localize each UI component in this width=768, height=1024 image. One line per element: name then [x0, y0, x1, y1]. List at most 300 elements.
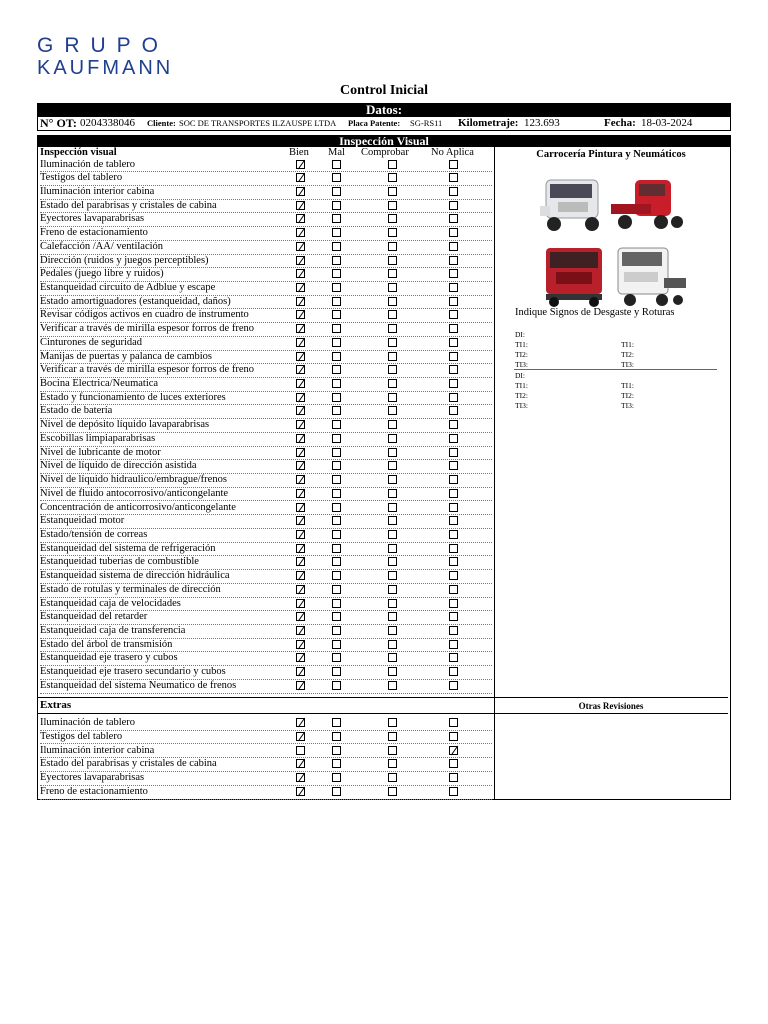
- inspection-row-label: Manijas de puertas y palanca de cambios: [40, 350, 213, 362]
- checkbox-no-aplica[interactable]: [449, 461, 458, 470]
- cliente-value: SOC DE TRANSPORTES ILZAUSPE LTDA: [179, 118, 337, 128]
- checkbox-comprobar[interactable]: [388, 746, 397, 755]
- checkbox-no-aplica[interactable]: [449, 475, 458, 484]
- checkbox-comprobar[interactable]: [388, 420, 397, 429]
- checkbox-mal[interactable]: [332, 585, 341, 594]
- inspection-row: [40, 555, 492, 570]
- extras-row-label: Freno de estacionamiento: [40, 786, 148, 797]
- checkbox-comprobar[interactable]: [388, 379, 397, 388]
- checkbox-mal[interactable]: [332, 434, 341, 443]
- checkbox-no-aplica[interactable]: [449, 667, 458, 676]
- checkbox-comprobar[interactable]: [388, 718, 397, 727]
- tread-blank: [621, 371, 634, 381]
- checkbox-mal[interactable]: [332, 759, 341, 768]
- inspection-row-label: Concentración de anticorrosivo/anticongelante: [40, 501, 236, 513]
- checkbox-bien[interactable]: [296, 475, 305, 484]
- inspection-row-label: Verificar a través de mirilla espesor forros de freno: [40, 323, 254, 335]
- inspection-row: [40, 487, 492, 502]
- checkbox-bien[interactable]: [296, 297, 305, 306]
- cliente-label: Cliente:: [147, 118, 176, 128]
- inspection-row-label: Freno de estacionamiento: [40, 227, 148, 239]
- inspection-row: [40, 377, 492, 392]
- checkbox-mal[interactable]: [332, 787, 341, 796]
- truck-red-side: [609, 176, 687, 234]
- checkbox-comprobar[interactable]: [388, 489, 397, 498]
- extras-row: [40, 716, 492, 731]
- checkbox-comprobar[interactable]: [388, 201, 397, 210]
- otras-divider-bottom: [494, 713, 728, 714]
- inspection-row-label: Estanqueidad del sistema Neumatico de frenos: [40, 679, 237, 691]
- inspection-row-label: Estanqueidad tuberias de combustible: [40, 556, 199, 568]
- checkbox-comprobar[interactable]: [388, 585, 397, 594]
- checkbox-comprobar[interactable]: [388, 187, 397, 196]
- checkbox-no-aplica[interactable]: [449, 214, 458, 223]
- checkbox-mal[interactable]: [332, 461, 341, 470]
- checkbox-no-aplica[interactable]: [449, 406, 458, 415]
- extras-divider-bottom: [37, 713, 494, 714]
- checkbox-comprobar[interactable]: [388, 773, 397, 782]
- extras-title: Extras: [40, 699, 72, 711]
- inspection-row: [40, 254, 492, 269]
- inspection-row: [40, 514, 492, 529]
- checkbox-bien[interactable]: [296, 599, 305, 608]
- tread-ti3: TI3:: [515, 360, 528, 369]
- checkbox-bien[interactable]: [296, 173, 305, 182]
- checkbox-comprobar[interactable]: [388, 732, 397, 741]
- checkbox-mal[interactable]: [332, 557, 341, 566]
- checkbox-bien[interactable]: [296, 338, 305, 347]
- checkbox-no-aplica[interactable]: [449, 759, 458, 768]
- checkbox-bien[interactable]: [296, 324, 305, 333]
- checkbox-mal[interactable]: [332, 640, 341, 649]
- checkbox-mal[interactable]: [332, 228, 341, 237]
- tread-left-1: [515, 330, 528, 370]
- checkbox-comprobar[interactable]: [388, 324, 397, 333]
- checkbox-comprobar[interactable]: [388, 612, 397, 621]
- tread-di: DI:: [515, 371, 525, 380]
- checkbox-comprobar[interactable]: [388, 759, 397, 768]
- inspection-row-label: Escobillas limpiaparabrisas: [40, 432, 156, 444]
- tread-ti2: TI2:: [621, 391, 634, 400]
- checkbox-comprobar[interactable]: [388, 626, 397, 635]
- checkbox-comprobar[interactable]: [388, 406, 397, 415]
- checkbox-mal[interactable]: [332, 338, 341, 347]
- checkbox-comprobar[interactable]: [388, 557, 397, 566]
- checkbox-bien[interactable]: [296, 160, 305, 169]
- checkbox-no-aplica[interactable]: [449, 557, 458, 566]
- extras-row: [40, 785, 492, 800]
- checkbox-bien[interactable]: [296, 379, 305, 388]
- extras-row-label: Eyectores lavaparabrisas: [40, 772, 145, 784]
- checkbox-no-aplica[interactable]: [449, 544, 458, 553]
- inspection-row: [40, 459, 492, 474]
- checkbox-bien[interactable]: [296, 544, 305, 553]
- checkbox-mal[interactable]: [332, 489, 341, 498]
- checkbox-no-aplica[interactable]: [449, 242, 458, 251]
- checkbox-mal[interactable]: [332, 256, 341, 265]
- checkbox-bien[interactable]: [296, 420, 305, 429]
- col-bien: Bien: [289, 147, 309, 158]
- checkbox-bien[interactable]: [296, 759, 305, 768]
- checkbox-no-aplica[interactable]: [449, 228, 458, 237]
- inspeccion-header: Inspección Visual: [37, 135, 731, 147]
- checkbox-bien[interactable]: [296, 718, 305, 727]
- checkbox-comprobar[interactable]: [388, 544, 397, 553]
- checkbox-comprobar[interactable]: [388, 297, 397, 306]
- inspection-row: [40, 171, 492, 186]
- checkbox-bien[interactable]: [296, 393, 305, 402]
- checkbox-no-aplica[interactable]: [449, 365, 458, 374]
- tread-left-2: [515, 371, 528, 411]
- checkbox-bien[interactable]: [296, 681, 305, 690]
- inspection-row: [40, 569, 492, 584]
- checkbox-mal[interactable]: [332, 173, 341, 182]
- checkbox-mal[interactable]: [332, 393, 341, 402]
- checkbox-mal[interactable]: [332, 310, 341, 319]
- inspection-row-label: Estanqueidad del retarder: [40, 611, 148, 623]
- checkbox-bien[interactable]: [296, 365, 305, 374]
- checkbox-no-aplica[interactable]: [449, 503, 458, 512]
- inspection-row: [40, 267, 492, 282]
- checkbox-mal[interactable]: [332, 475, 341, 484]
- checkbox-mal[interactable]: [332, 406, 341, 415]
- signos-label: Indique Signos de Desgaste y Roturas: [515, 307, 675, 318]
- inspection-row-label: Nivel de lubricante de motor: [40, 446, 161, 458]
- checkbox-no-aplica[interactable]: [449, 338, 458, 347]
- inspection-row-label: Estanqueidad sistema de dirección hidráulica: [40, 570, 230, 582]
- checkbox-no-aplica[interactable]: [449, 173, 458, 182]
- checkbox-mal[interactable]: [332, 324, 341, 333]
- inspection-row: [40, 185, 492, 200]
- inspection-row: [40, 240, 492, 255]
- inspection-row-label: Calefacción /AA/ ventilación: [40, 240, 164, 252]
- checkbox-comprobar[interactable]: [388, 283, 397, 292]
- checkbox-bien[interactable]: [296, 242, 305, 251]
- checkbox-no-aplica[interactable]: [449, 352, 458, 361]
- inspection-row-label: Estanqueidad del sistema de refrigeración: [40, 542, 216, 554]
- checkbox-mal[interactable]: [332, 530, 341, 539]
- inspection-row: [40, 597, 492, 612]
- checkbox-no-aplica[interactable]: [449, 516, 458, 525]
- checkbox-no-aplica[interactable]: [449, 718, 458, 727]
- checkbox-no-aplica[interactable]: [449, 201, 458, 210]
- checkbox-bien[interactable]: [296, 406, 305, 415]
- checkbox-comprobar[interactable]: [388, 475, 397, 484]
- checkbox-no-aplica[interactable]: [449, 187, 458, 196]
- inspection-row-label: Estado de batería: [40, 405, 113, 417]
- checkbox-mal[interactable]: [332, 516, 341, 525]
- checkbox-comprobar[interactable]: [388, 160, 397, 169]
- checkbox-bien[interactable]: [296, 571, 305, 580]
- inspection-row-label: Estado/tensión de correas: [40, 528, 148, 540]
- checkbox-comprobar[interactable]: [388, 338, 397, 347]
- checkbox-bien[interactable]: [296, 516, 305, 525]
- checkbox-comprobar[interactable]: [388, 434, 397, 443]
- ot-label: N° OT:: [40, 117, 77, 130]
- inspection-row: [40, 610, 492, 625]
- checkbox-mal[interactable]: [332, 283, 341, 292]
- checkbox-mal[interactable]: [332, 599, 341, 608]
- checkbox-comprobar[interactable]: [388, 310, 397, 319]
- inspection-row-label: Testigos del tablero: [40, 172, 123, 184]
- tread-ti2: TI2:: [515, 391, 528, 400]
- inspection-row-label: Cinturones de seguridad: [40, 336, 143, 348]
- section-label: Inspección visual: [40, 147, 117, 158]
- checkbox-comprobar[interactable]: [388, 461, 397, 470]
- checkbox-comprobar[interactable]: [388, 503, 397, 512]
- checkbox-bien[interactable]: [296, 310, 305, 319]
- inspection-row-label: Iluminación de tablero: [40, 158, 136, 170]
- checkbox-comprobar[interactable]: [388, 214, 397, 223]
- checkbox-bien[interactable]: [296, 434, 305, 443]
- checkbox-no-aplica[interactable]: [449, 732, 458, 741]
- checkbox-bien[interactable]: [296, 653, 305, 662]
- checkbox-no-aplica[interactable]: [449, 379, 458, 388]
- checkbox-bien[interactable]: [296, 626, 305, 635]
- checkbox-bien[interactable]: [296, 612, 305, 621]
- otras-divider-top: [494, 697, 728, 698]
- checkbox-bien[interactable]: [296, 773, 305, 782]
- checkbox-no-aplica[interactable]: [449, 256, 458, 265]
- checkbox-bien[interactable]: [296, 585, 305, 594]
- checkbox-mal[interactable]: [332, 571, 341, 580]
- checkbox-mal[interactable]: [332, 297, 341, 306]
- col-mal: Mal: [328, 147, 345, 158]
- extras-row: [40, 744, 492, 759]
- inspection-row: [40, 308, 492, 323]
- checkbox-mal[interactable]: [332, 448, 341, 457]
- checkbox-mal[interactable]: [332, 352, 341, 361]
- checkbox-bien[interactable]: [296, 530, 305, 539]
- checkbox-mal[interactable]: [332, 732, 341, 741]
- checkbox-no-aplica[interactable]: [449, 681, 458, 690]
- checkbox-no-aplica[interactable]: [449, 626, 458, 635]
- tread-ti3: TI3:: [621, 401, 634, 410]
- inspection-row: [40, 322, 492, 337]
- inspection-row: [40, 501, 492, 516]
- checkbox-bien[interactable]: [296, 214, 305, 223]
- tread-ti1: TI1:: [515, 340, 528, 349]
- checkbox-no-aplica[interactable]: [449, 393, 458, 402]
- inspection-row: [40, 638, 492, 653]
- checkbox-no-aplica[interactable]: [449, 420, 458, 429]
- checkbox-no-aplica[interactable]: [449, 297, 458, 306]
- inspection-row-label: Pedales (juego libre y ruidos): [40, 268, 164, 280]
- checkbox-no-aplica[interactable]: [449, 585, 458, 594]
- page-title: Control Inicial: [339, 83, 429, 98]
- km-value: 123.693: [524, 117, 560, 129]
- logo-kaufmann: KAUFMANN: [37, 57, 174, 79]
- otras-title: Otras Revisiones: [578, 701, 644, 711]
- inspection-row-label: Estanqueidad eje trasero y cubos: [40, 652, 178, 664]
- tread-separator: [514, 369, 717, 370]
- tread-ti1: TI1:: [515, 381, 528, 390]
- checkbox-no-aplica[interactable]: [449, 160, 458, 169]
- checkbox-mal[interactable]: [332, 544, 341, 553]
- checkbox-bien[interactable]: [296, 489, 305, 498]
- inspection-row: [40, 295, 492, 310]
- truck-white-side: [614, 244, 688, 308]
- checkbox-mal[interactable]: [332, 626, 341, 635]
- tread-ti2: TI2:: [621, 350, 634, 359]
- checkbox-bien[interactable]: [296, 187, 305, 196]
- checkbox-mal[interactable]: [332, 653, 341, 662]
- col-no-aplica: No Aplica: [431, 147, 474, 158]
- inspection-row-label: Nivel de líquido de dirección asistida: [40, 460, 197, 472]
- checkbox-bien[interactable]: [296, 448, 305, 457]
- truck-red-front: [540, 244, 608, 308]
- inspection-row-label: Nivel de fluido antocorrosivo/anticongelante: [40, 487, 229, 499]
- checkbox-no-aplica[interactable]: [449, 787, 458, 796]
- checkbox-no-aplica[interactable]: [449, 283, 458, 292]
- inspection-row: [40, 404, 492, 419]
- checkbox-bien[interactable]: [296, 787, 305, 796]
- inspection-row-label: Nivel de líquido hidraulico/embrague/frenos: [40, 474, 227, 486]
- checkbox-comprobar[interactable]: [388, 256, 397, 265]
- checkbox-no-aplica[interactable]: [449, 530, 458, 539]
- inspection-row-label: Estado de rotulas y terminales de dirección: [40, 583, 221, 595]
- checkbox-mal[interactable]: [332, 667, 341, 676]
- checkbox-bien[interactable]: [296, 201, 305, 210]
- checkbox-mal[interactable]: [332, 718, 341, 727]
- checkbox-comprobar[interactable]: [388, 242, 397, 251]
- checkbox-comprobar[interactable]: [388, 269, 397, 278]
- inspection-row-label: Estanqueidad caja de velocidades: [40, 597, 181, 609]
- inspection-row-label: Estanqueidad circuito de Adblue y escape: [40, 281, 216, 293]
- checkbox-no-aplica[interactable]: [449, 434, 458, 443]
- checkbox-comprobar[interactable]: [388, 599, 397, 608]
- extras-row-label: Iluminación de tablero: [40, 717, 136, 728]
- tread-ti3: TI3:: [515, 401, 528, 410]
- checkbox-bien[interactable]: [296, 352, 305, 361]
- checkbox-comprobar[interactable]: [388, 667, 397, 676]
- checkbox-no-aplica[interactable]: [449, 746, 458, 755]
- checkbox-bien[interactable]: [296, 640, 305, 649]
- extras-row-label: Estado del parabrisas y cristales de cabina: [40, 758, 217, 770]
- inspection-row: [40, 350, 492, 365]
- checkbox-bien[interactable]: [296, 461, 305, 470]
- placa-label: Placa Patente:: [348, 118, 401, 128]
- checkbox-bien[interactable]: [296, 503, 305, 512]
- datos-header: Datos:: [37, 103, 731, 117]
- inspection-row: [40, 418, 492, 433]
- checkbox-no-aplica[interactable]: [449, 773, 458, 782]
- fecha-value: 18-03-2024: [641, 117, 693, 129]
- checkbox-comprobar[interactable]: [388, 448, 397, 457]
- checkbox-comprobar[interactable]: [388, 228, 397, 237]
- checkbox-comprobar[interactable]: [388, 653, 397, 662]
- checkbox-mal[interactable]: [332, 269, 341, 278]
- checkbox-mal[interactable]: [332, 365, 341, 374]
- checkbox-no-aplica[interactable]: [449, 612, 458, 621]
- inspection-row-label: Revisar códigos activos en cuadro de instrumento: [40, 309, 249, 321]
- extras-row: [40, 730, 492, 745]
- checkbox-no-aplica[interactable]: [449, 324, 458, 333]
- checkbox-bien[interactable]: [296, 746, 305, 755]
- carroceria-title: Carrocería Pintura y Neumáticos: [536, 149, 686, 160]
- checkbox-mal[interactable]: [332, 242, 341, 251]
- checkbox-mal[interactable]: [332, 612, 341, 621]
- checkbox-no-aplica[interactable]: [449, 640, 458, 649]
- inspection-row: [40, 473, 492, 488]
- checkbox-no-aplica[interactable]: [449, 310, 458, 319]
- inspection-row: [40, 432, 492, 447]
- inspection-row: [40, 583, 492, 598]
- datos-row: [37, 117, 731, 131]
- inspection-row-label: Estanqueidad caja de transferencia: [40, 624, 186, 636]
- checkbox-bien[interactable]: [296, 269, 305, 278]
- inspection-row: [40, 651, 492, 666]
- checkbox-no-aplica[interactable]: [449, 448, 458, 457]
- checkbox-comprobar[interactable]: [388, 393, 397, 402]
- checkbox-mal[interactable]: [332, 214, 341, 223]
- inspection-row: [40, 226, 492, 241]
- checkbox-mal[interactable]: [332, 746, 341, 755]
- inspection-row: [40, 528, 492, 543]
- inspection-row-label: Estado amortiguadores (estanqueidad, daños): [40, 295, 231, 307]
- inspection-row-label: Estado y funcionamiento de luces exteriores: [40, 391, 226, 403]
- inspection-row: [40, 281, 492, 296]
- inspection-row-label: Bocina Electrica/Neumatica: [40, 378, 159, 390]
- checkbox-comprobar[interactable]: [388, 352, 397, 361]
- checkbox-bien[interactable]: [296, 732, 305, 741]
- checkbox-comprobar[interactable]: [388, 681, 397, 690]
- checkbox-mal[interactable]: [332, 420, 341, 429]
- extras-divider-top: [37, 697, 494, 698]
- checkbox-mal[interactable]: [332, 773, 341, 782]
- ot-value: 0204338046: [80, 117, 135, 129]
- checkbox-bien[interactable]: [296, 283, 305, 292]
- inspection-row: [40, 391, 492, 406]
- checkbox-mal[interactable]: [332, 160, 341, 169]
- checkbox-comprobar[interactable]: [388, 571, 397, 580]
- inspection-row-label: Estanqueidad motor: [40, 515, 125, 527]
- checkbox-bien[interactable]: [296, 667, 305, 676]
- checkbox-bien[interactable]: [296, 557, 305, 566]
- checkbox-no-aplica[interactable]: [449, 489, 458, 498]
- checkbox-comprobar[interactable]: [388, 640, 397, 649]
- tread-blank: [621, 330, 634, 340]
- checkbox-comprobar[interactable]: [388, 516, 397, 525]
- checkbox-mal[interactable]: [332, 681, 341, 690]
- logo-grupo: GRUPO: [37, 34, 170, 57]
- inspection-row-label: Estado del árbol de transmisión: [40, 638, 173, 650]
- extras-row: [40, 771, 492, 786]
- checkbox-comprobar[interactable]: [388, 365, 397, 374]
- checkbox-no-aplica[interactable]: [449, 653, 458, 662]
- tread-ti2: TI2:: [515, 350, 528, 359]
- col-comprobar: Comprobar: [361, 147, 409, 158]
- inspection-row-label: Estanqueidad eje trasero secundario y cubos: [40, 666, 226, 678]
- checkbox-no-aplica[interactable]: [449, 599, 458, 608]
- checkbox-mal[interactable]: [332, 187, 341, 196]
- checkbox-mal[interactable]: [332, 503, 341, 512]
- checkbox-comprobar[interactable]: [388, 787, 397, 796]
- checkbox-bien[interactable]: [296, 256, 305, 265]
- inspection-row: [40, 336, 492, 351]
- checkbox-no-aplica[interactable]: [449, 571, 458, 580]
- extras-row: [40, 757, 492, 772]
- checkbox-no-aplica[interactable]: [449, 269, 458, 278]
- checkbox-comprobar[interactable]: [388, 173, 397, 182]
- checkbox-comprobar[interactable]: [388, 530, 397, 539]
- checkbox-bien[interactable]: [296, 228, 305, 237]
- truck-white-front: [538, 172, 608, 234]
- inspection-row: [40, 212, 492, 227]
- checkbox-mal[interactable]: [332, 379, 341, 388]
- checkbox-mal[interactable]: [332, 201, 341, 210]
- inspection-row: [40, 446, 492, 461]
